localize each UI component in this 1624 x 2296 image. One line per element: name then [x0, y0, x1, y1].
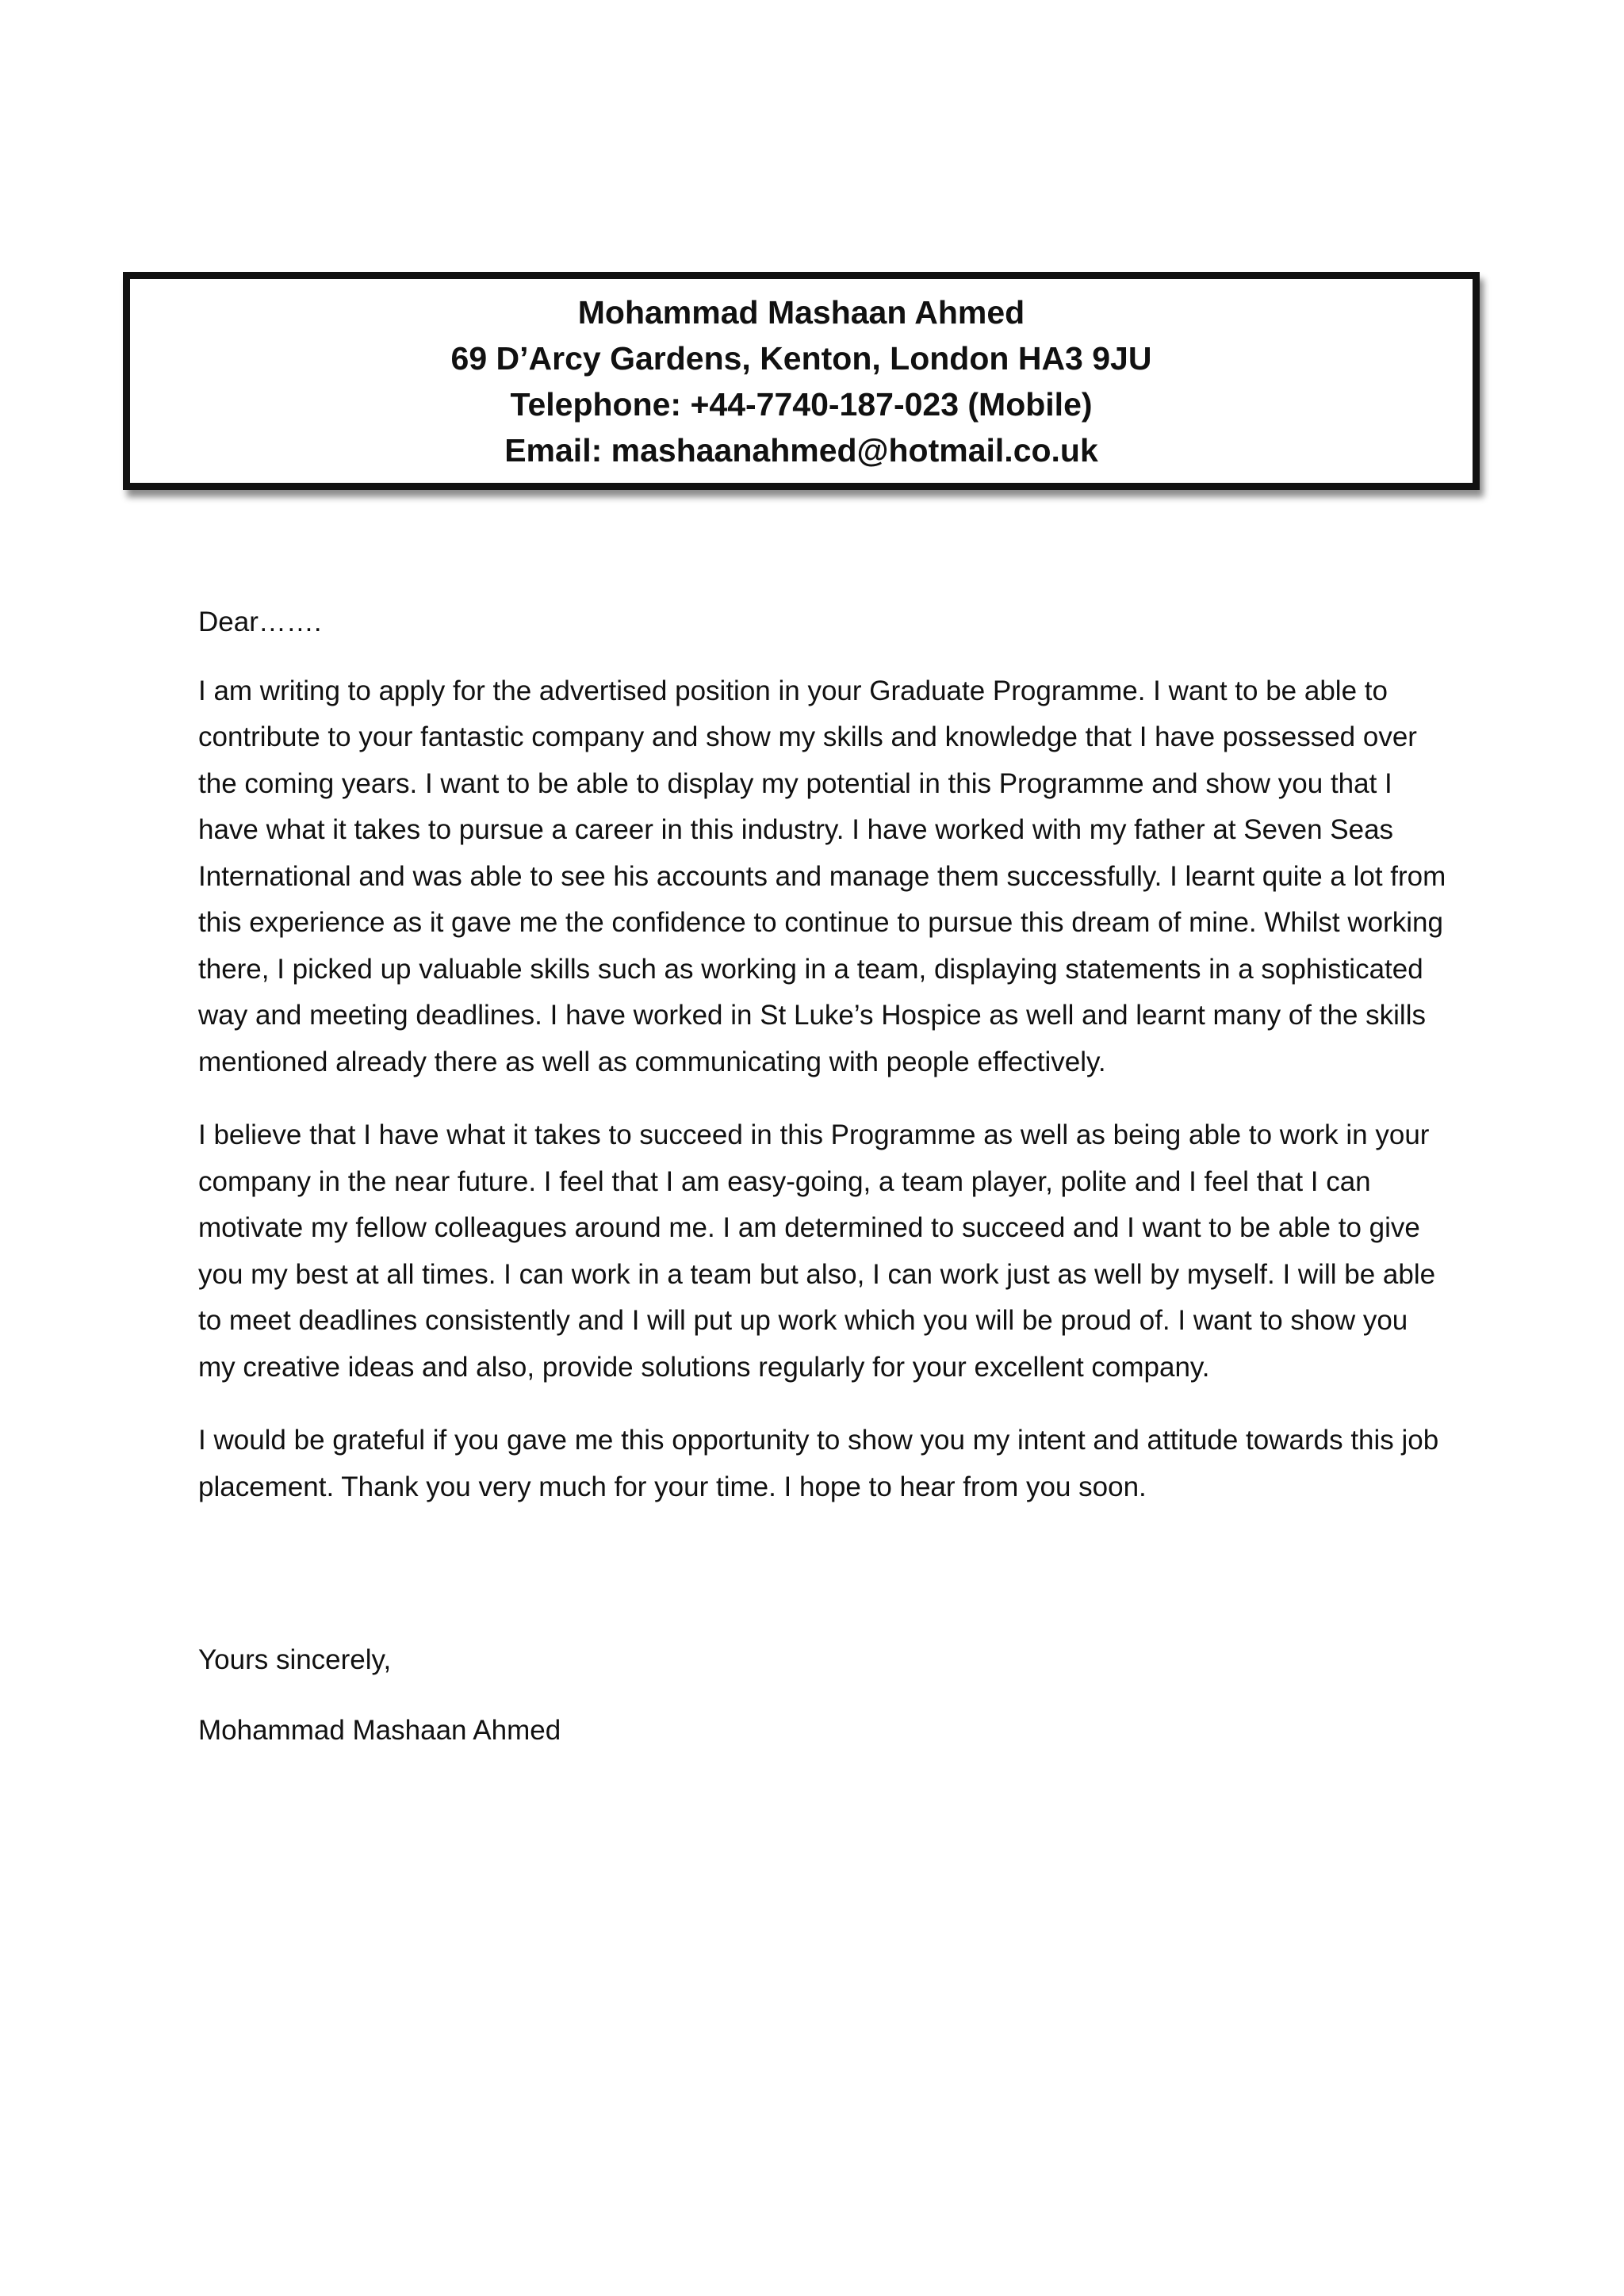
contact-header-box: [123, 272, 1480, 490]
signature: Mohammad Mashaan Ahmed: [198, 1714, 561, 1746]
paragraph-qualities: I believe that I have what it takes to succeed in this Programme as well as being able to work in your company in the near future. I feel that I am easy-going, a team player, polite and I feel that I can motivate my fellow colleagues around me. I am determined to succeed and I want to be able to give you my best at all times. I can work in a team but also, I can work just as well by myself. I will be able to meet deadlines consistently and I will put up work which you will be proud of. I want to show you my creative ideas and also, provide solutions regularly for your excellent company.: [198, 1119, 1436, 1383]
closing: Yours sincerely,: [198, 1644, 392, 1675]
sender-telephone: Telephone: +44-7740-187-023 (Mobile): [510, 385, 1093, 423]
letter-body: [198, 599, 1451, 1754]
sender-name: Mohammad Mashaan Ahmed: [577, 293, 1025, 331]
paragraph-conclusion: I would be grateful if you gave me this opportunity to show you my intent and attitude towards this job placement. Thank you very much for your time. I hope to hear from you soon.: [198, 1425, 1439, 1502]
salutation: Dear…….: [198, 607, 322, 637]
sender-email: Email: mashaanahmed@hotmail.co.uk: [504, 431, 1098, 469]
sender-address: 69 D’Arcy Gardens, Kenton, London HA3 9JU: [450, 339, 1152, 377]
paragraph-intro: I am writing to apply for the advertised position in your Graduate Programme. I want to be able to contribute to your fantastic company and show my skills and knowledge that I have possessed over the coming years. I want to be able to display my potential in this Programme and show you that I have what it takes to pursue a career in this industry. I have worked with my father at Seven Seas International and was able to see his accounts and manage them successfully. I learnt quite a lot from this experience as it gave me the confidence to continue to pursue this dream of mine. Whilst working there, I picked up valuable skills such as working in a team, displaying statements in a sophisticated way and meeting deadlines. I have worked in St Luke’s Hospice as well and learnt many of the skills mentioned already there as well as communicating with people effectively.: [198, 675, 1446, 1077]
